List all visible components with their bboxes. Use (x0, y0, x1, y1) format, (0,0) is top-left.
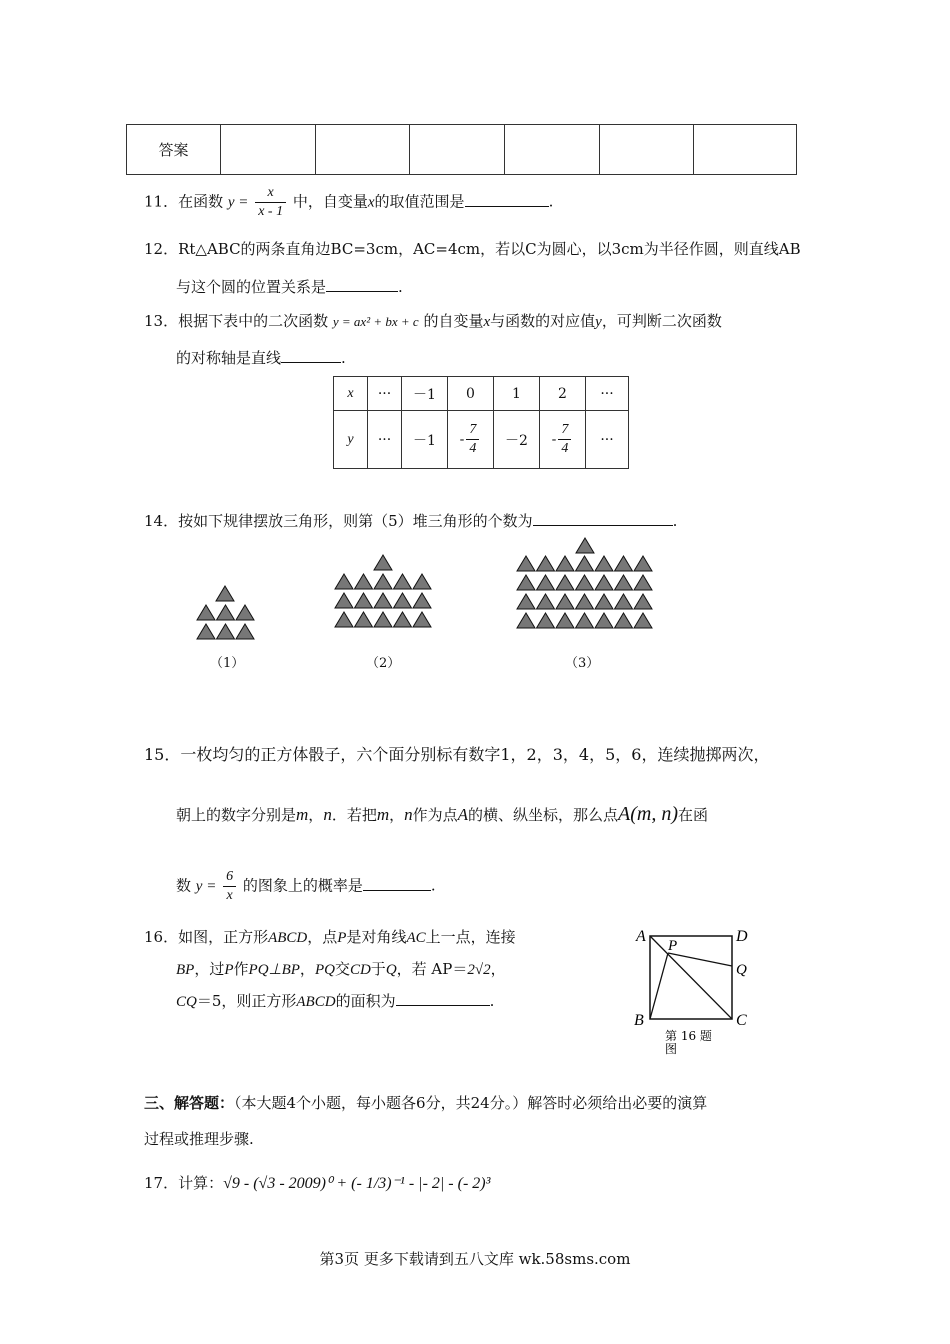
square-geometry-figure (630, 922, 790, 1057)
answer-blank[interactable] (281, 348, 341, 363)
triangle-icon (537, 594, 555, 609)
answer-blank[interactable] (465, 192, 549, 207)
diagonal-ac (650, 936, 732, 1019)
calculation-expression: √9 - (√3 - 2009)⁰ + (- 1/3)⁻¹ - |- 2| - (- 2)³ (223, 1175, 491, 1192)
triangle-icon (576, 556, 594, 571)
triangle-icon (394, 574, 412, 589)
question-16-line3: CQ＝5，则正方形ABCD的面积为 . (176, 992, 495, 1010)
triangle-icon (537, 613, 555, 628)
value-table: x ··· －1 0 1 2 ··· y ··· －1 - $\frac{7}{4}$ －2 - $\frac{7}{4}$ ··· (333, 376, 629, 469)
triangle-pile-2 (335, 555, 431, 627)
page-footer: 第3页 更多下载请到五八文库 wk.58sms.com (319, 1250, 631, 1268)
figure-label-2: （2） (366, 656, 401, 671)
triangle-icon (517, 575, 535, 590)
section-3-header: 三、解答题：（本大题4个小题，每小题各6分，共24分。）解答时必须给出必要的演算 (144, 1094, 708, 1112)
triangle-icon (556, 575, 574, 590)
triangle-icon (374, 574, 392, 589)
question-12-line2: 与这个圆的位置关系是 . (176, 278, 403, 296)
triangle-icon (355, 612, 373, 627)
triangle-icon (197, 624, 215, 639)
answer-cell[interactable] (599, 125, 694, 175)
figure-caption: 图 (665, 1042, 678, 1056)
triangle-icon (197, 605, 215, 620)
label-p: P (668, 938, 678, 954)
answer-label: 答案 (127, 125, 221, 175)
triangle-icon (595, 613, 613, 628)
question-13-line2: 的对称轴是直线 . (176, 349, 346, 367)
segment-bp (650, 953, 668, 1019)
table-fraction-cell: - $\frac{7}{4}$ (540, 411, 586, 469)
triangle-icon (576, 613, 594, 628)
triangle-icon (217, 624, 235, 639)
label-c: C (736, 1012, 747, 1029)
triangle-icon (236, 605, 254, 620)
answer-blank[interactable] (363, 876, 431, 891)
triangle-pattern-figure (180, 530, 680, 645)
fraction: $\frac{x}{x - 1}$ (255, 184, 286, 221)
triangle-icon (634, 594, 652, 609)
answer-blank[interactable] (396, 991, 490, 1006)
question-17: 17．计算：√9 - (√3 - 2009)⁰ + (- 1/3)⁻¹ - |- 2| - (- 2)³ (144, 1174, 491, 1192)
triangle-icon (537, 556, 555, 571)
section-3-line2: 过程或推理步骤. (144, 1130, 254, 1148)
answer-cell[interactable] (315, 125, 410, 175)
question-15-line3: 数 y = $\frac{6}{x}$ 的图象上的概率是 . (176, 869, 436, 903)
question-13-line1: 13．根据下表中的二次函数 y = ax² + bx + c 的自变量x与函数的对应值y，可判断二次函数 (144, 312, 722, 330)
question-16-line1: 16．如图，正方形ABCD，点P是对角线AC上一点，连接 (144, 928, 516, 946)
figure-label-3: （3） (565, 656, 600, 671)
triangle-icon (517, 556, 535, 571)
triangle-icon (576, 538, 594, 553)
triangle-icon (216, 586, 234, 601)
triangle-icon (394, 612, 412, 627)
label-b: B (634, 1012, 644, 1029)
triangle-icon (236, 624, 254, 639)
triangle-icon (517, 613, 535, 628)
table-fraction-cell: - $\frac{7}{4}$ (448, 411, 494, 469)
triangle-icon (615, 575, 633, 590)
figure-caption: 第 16 题 (665, 1029, 712, 1043)
table-head-y: y (334, 411, 368, 469)
triangle-icon (374, 555, 392, 570)
triangle-pile-3 (517, 538, 652, 628)
triangle-icon (374, 593, 392, 608)
triangle-icon (556, 594, 574, 609)
answer-cell[interactable] (505, 125, 600, 175)
triangle-icon (517, 594, 535, 609)
triangle-icon (413, 574, 431, 589)
question-12-line1: 12．Rt△ABC的两条直角边BC=3cm，AC=4cm，若以C为圆心，以3cm为半径作圆，则直线AB (144, 240, 801, 258)
triangle-icon (595, 556, 613, 571)
triangle-pile-1 (197, 586, 254, 639)
triangle-icon (615, 556, 633, 571)
label-q: Q (736, 962, 747, 978)
question-16-line2: BP，过P作PQ⊥BP，PQ交CD于Q，若 AP＝2√2， (176, 960, 506, 978)
question-15-line2: 朝上的数字分别是m，n．若把m，n作为点A的横、纵坐标，那么点A(m, n)在函 (176, 803, 709, 825)
triangle-icon (615, 594, 633, 609)
triangle-icon (335, 574, 353, 589)
answer-blank[interactable] (533, 511, 673, 526)
triangle-icon (355, 593, 373, 608)
triangle-icon (355, 574, 373, 589)
label-d: D (736, 928, 748, 945)
question-14: 14．按如下规律摆放三角形，则第（5）堆三角形的个数为 . (144, 512, 678, 530)
answer-blank[interactable] (326, 277, 398, 292)
triangle-icon (556, 613, 574, 628)
triangle-icon (634, 613, 652, 628)
answer-cell[interactable] (410, 125, 505, 175)
triangle-icon (413, 593, 431, 608)
triangle-icon (537, 575, 555, 590)
triangle-icon (374, 612, 392, 627)
triangle-icon (556, 556, 574, 571)
triangle-icon (576, 594, 594, 609)
figure-label-1: （1） (210, 656, 245, 671)
triangle-icon (217, 605, 235, 620)
question-15-line1: 15．一枚均匀的正方体骰子，六个面分别标有数字1，2，3，4，5，6，连续抛掷两次， (144, 745, 770, 764)
label-a: A (636, 928, 646, 945)
triangle-icon (394, 593, 412, 608)
triangle-icon (634, 575, 652, 590)
answer-table (126, 124, 797, 175)
question-11: 11．在函数 y = $\frac{x}{x - 1}$ 中，自变量x的取值范围是 . (144, 185, 554, 219)
triangle-icon (595, 594, 613, 609)
triangle-icon (335, 593, 353, 608)
triangle-icon (634, 556, 652, 571)
table-head-x: x (334, 377, 368, 411)
triangle-icon (595, 575, 613, 590)
answer-cell[interactable] (694, 125, 797, 175)
triangle-icon (576, 575, 594, 590)
triangle-icon (413, 612, 431, 627)
answer-cell[interactable] (221, 125, 316, 175)
triangle-icon (615, 613, 633, 628)
triangle-icon (335, 612, 353, 627)
section-title: 三、解答题： (144, 1094, 235, 1112)
